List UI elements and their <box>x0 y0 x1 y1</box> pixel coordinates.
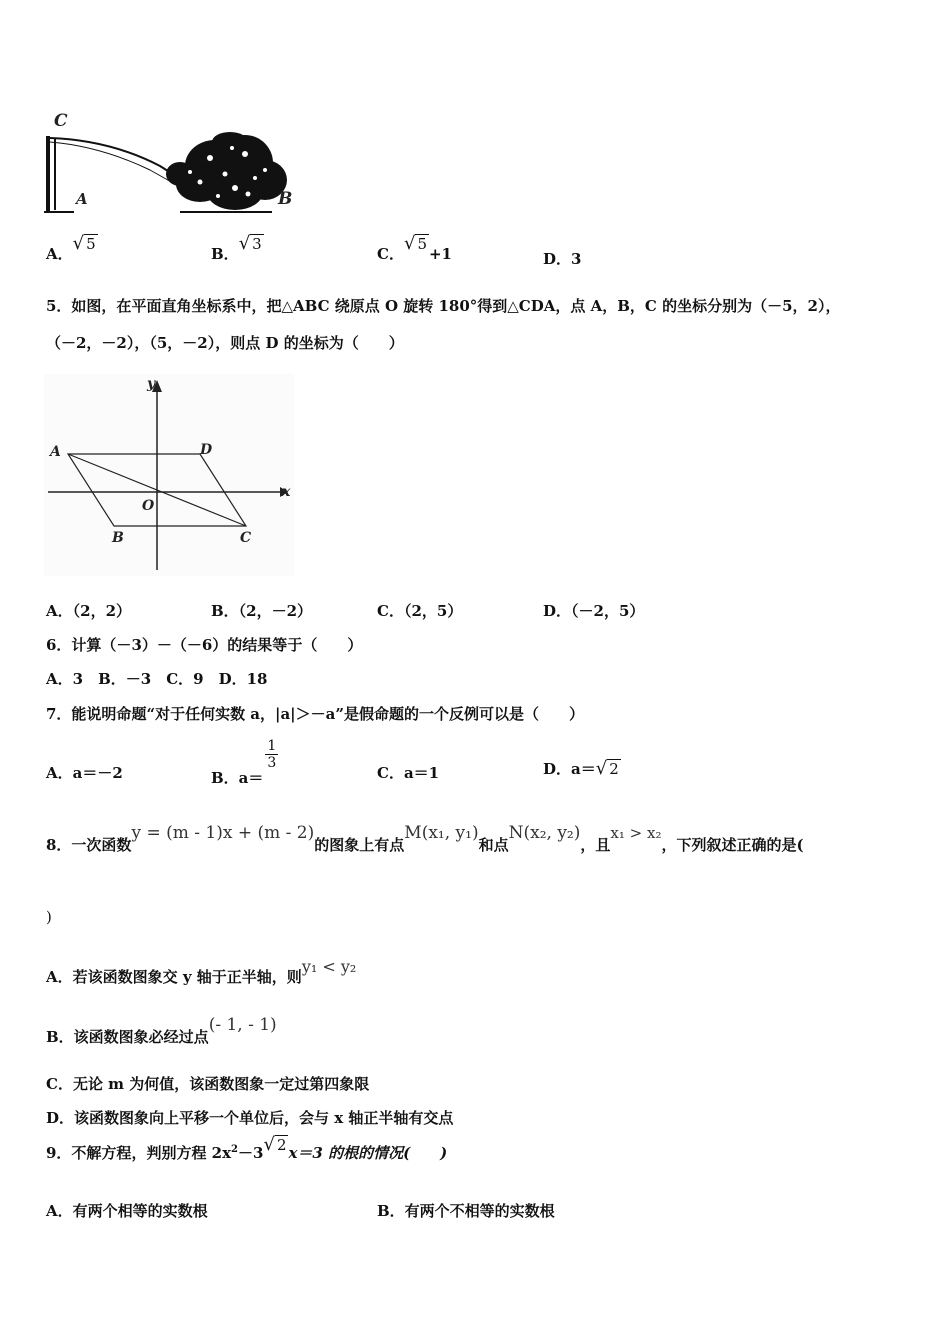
q5-label-d: D <box>200 442 213 458</box>
q4-label-b: B <box>278 189 293 209</box>
q8-condition: x₁ > x₂ <box>610 824 662 842</box>
q4-option-c[interactable]: C．√ 5+1 <box>377 233 452 263</box>
q8-point-m: M(x₁, y₁) <box>404 823 479 843</box>
q5-stem-line2: （－2，－2），（5，－2），则点 D 的坐标为（ ） <box>46 334 404 352</box>
q4-sqrt-b: √ 3 <box>238 233 262 254</box>
q9-option-a[interactable]: A．有两个相等的实数根 <box>46 1202 208 1220</box>
q9-sqrt: √ 2 <box>263 1134 287 1155</box>
q5-stem-line1: 5．如图，在平面直角坐标系中，把△ABC 绕原点 O 旋转 180°得到△CDA，点 A，B，C 的坐标分别为（－5，2）， <box>46 297 841 315</box>
q8-option-b[interactable]: B．该函数图象必经过点(- 1, - 1) <box>46 1015 277 1046</box>
q5-label-a: A <box>50 444 61 460</box>
q6-options[interactable]: A．3 B．－3 C．9 D．18 <box>46 670 268 688</box>
q4-figure <box>40 108 300 218</box>
q5-option-b[interactable]: B．（2，－2） <box>211 602 313 620</box>
q7-stem: 7．能说明命题“对于任何实数 a，|a|＞－a”是假命题的一个反例可以是（ ） <box>46 705 584 723</box>
q7-fraction: $\frac{1}{3}$ <box>267 738 277 771</box>
q8-option-d[interactable]: D．该函数图象向上平移一个单位后，会与 x 轴正半轴有交点 <box>46 1109 454 1127</box>
q5-label-b: B <box>112 530 124 546</box>
q5-figure <box>44 374 294 576</box>
q5-label-x: x <box>282 484 291 500</box>
q8-stem: 8．一次函数y = (m - 1)x + (m - 2)的图象上有点M(x₁, y₁)和点N(x₂, y₂)，且x₁ > x₂，下列叙述正确的是( <box>46 823 804 854</box>
q4-option-a[interactable]: A．√ 5 <box>46 233 96 263</box>
q4-wall <box>46 136 50 212</box>
q8-point-n: N(x₂, y₂) <box>508 823 581 843</box>
q4-option-d[interactable]: D．3 <box>543 250 582 268</box>
q4-sqrt-a: √ 5 <box>72 233 96 254</box>
q8-close-paren: ) <box>46 908 52 926</box>
q5-option-d[interactable]: D．（－2，5） <box>543 602 645 620</box>
q7-option-d[interactable]: D．a＝√ 2 <box>543 758 619 779</box>
q7-option-a[interactable]: A．a＝－2 <box>46 764 123 782</box>
q4-tree <box>166 132 287 210</box>
q4-label-c: C <box>54 111 68 131</box>
q9-stem: 9．不解方程，判别方程 $2x^2-3√$ 2 x＝3 的根的情况( ) <box>46 1134 448 1162</box>
q4-sqrt-c: √ 5 <box>403 233 427 254</box>
q6-stem: 6．计算（－3）－（－6）的结果等于（ ） <box>46 636 363 654</box>
q8-function: y = (m - 1)x + (m - 2) <box>131 823 315 843</box>
q4-option-b[interactable]: B．√ 3 <box>211 233 262 263</box>
q8-option-c[interactable]: C．无论 m 为何值，该函数图象一定过第四象限 <box>46 1075 370 1093</box>
q5-option-a[interactable]: A．（2，2） <box>46 602 132 620</box>
q7-option-b[interactable]: B．a＝ $\frac{1}{3}$ <box>211 738 277 787</box>
q5-label-o: O <box>142 498 155 514</box>
q8-option-a[interactable]: A．若该函数图象交 y 轴于正半轴，则y₁ < y₂ <box>46 957 357 986</box>
q7-sqrt: √ 2 <box>595 758 619 779</box>
q5-label-c: C <box>240 530 252 546</box>
q4-label-a: A <box>76 190 88 208</box>
q7-option-c[interactable]: C．a＝1 <box>377 764 440 782</box>
q9-option-b[interactable]: B．有两个不相等的实数根 <box>377 1202 555 1220</box>
q5-option-c[interactable]: C．（2，5） <box>377 602 463 620</box>
q5-label-y: y <box>147 376 156 392</box>
